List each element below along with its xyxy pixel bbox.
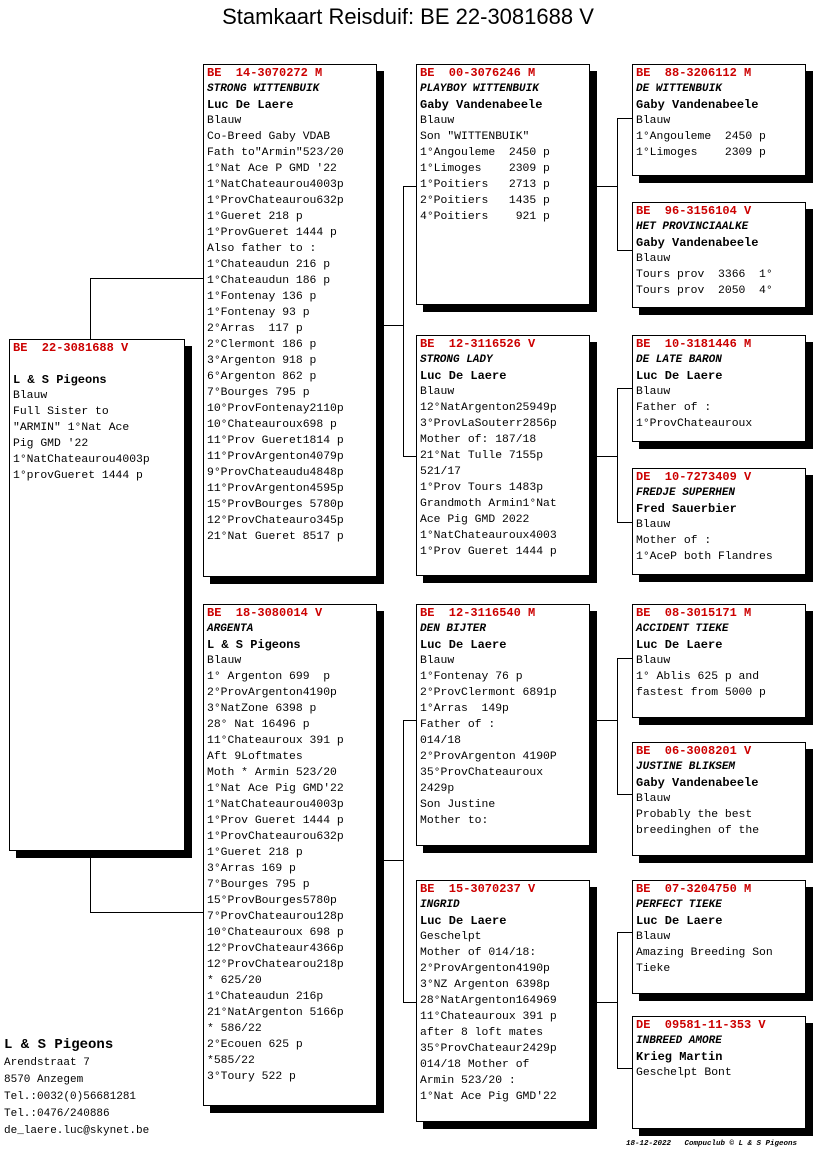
ring-number: BE 15-3070237 V	[420, 882, 536, 896]
pedigree-line: 2°ProvArgenton4190p	[420, 963, 550, 975]
pedigree-line: 1°Chateaudun 216 p	[207, 259, 331, 271]
pedigree-line: 4°Poitiers 921 p	[420, 211, 550, 223]
pedigree-line: 1°Prov Gueret 1444 p	[207, 815, 344, 827]
pedigree-line: 1°Fontenay 136 p	[207, 291, 317, 303]
pedigree-line: 1°Chateaudun 186 p	[207, 275, 331, 287]
pedigree-line: 12°ProvChateaur4366p	[207, 943, 344, 955]
connector	[403, 720, 417, 721]
pedigree-line: 1°Nat Ace Pig GMD'22	[420, 1091, 557, 1103]
pedigree-line: Probably the best	[636, 809, 753, 821]
pigeon-owner: Fred Sauerbier	[636, 502, 737, 516]
pedigree-line: 15°ProvBourges 5780p	[207, 499, 344, 511]
pedigree-line: "ARMIN" 1°Nat Ace	[13, 422, 130, 434]
pigeon-owner: Gaby Vandenabeele	[636, 236, 759, 250]
pedigree-line: Father of :	[636, 402, 712, 414]
connector	[597, 1002, 617, 1003]
pigeon-card-mfm[interactable]	[632, 742, 806, 856]
pedigree-line: 11°Prov Gueret1814 p	[207, 435, 344, 447]
pedigree-line: 014/18	[420, 735, 462, 747]
pedigree-line: Ace Pig GMD 2022	[420, 514, 530, 526]
pigeon-card-mother[interactable]	[203, 604, 377, 1106]
connector	[617, 388, 618, 522]
pedigree-line: 1°Prov Gueret 1444 p	[420, 546, 557, 558]
pedigree-line: 1° Argenton 699 p	[207, 671, 331, 683]
pedigree-line: 1°AceP both Flandres	[636, 551, 773, 563]
pigeon-name: STRONG LADY	[420, 354, 493, 366]
pedigree-line: 3°NatZone 6398 p	[207, 703, 317, 715]
pigeon-card-subject[interactable]	[9, 339, 185, 851]
pigeon-name: JUSTINE BLIKSEM	[636, 761, 736, 773]
pedigree-line: Aft 9Loftmates	[207, 751, 303, 763]
ring-number: BE 18-3080014 V	[207, 606, 323, 620]
pedigree-line: 12°NatArgenton25949p	[420, 402, 557, 414]
pigeon-name: HET PROVINCIAALKE	[636, 221, 749, 233]
pigeon-owner: Luc De Laere	[636, 369, 723, 383]
ring-number: BE 12-3116526 V	[420, 337, 536, 351]
pedigree-line: 1°Arras 149p	[420, 703, 509, 715]
pedigree-line: 1°Gueret 218 p	[207, 847, 303, 859]
connector	[617, 118, 632, 119]
pedigree-line: 1°Fontenay 76 p	[420, 671, 523, 683]
connector	[617, 1068, 632, 1069]
pigeon-owner: Gaby Vandenabeele	[636, 98, 759, 112]
connector	[617, 658, 632, 659]
pedigree-line: 1°Nat Ace Pig GMD'22	[207, 783, 344, 795]
pedigree-line: 3°ProvLaSouterr2856p	[420, 418, 557, 430]
pigeon-owner: L & S Pigeons	[13, 373, 107, 387]
ring-number: BE 06-3008201 V	[636, 744, 752, 758]
pedigree-line: Blauw	[207, 655, 242, 667]
pigeon-name: ARGENTA	[207, 623, 254, 635]
pedigree-line: 11°Chateauroux 391 p	[420, 1011, 557, 1023]
pedigree-line: 2°Clermont 186 p	[207, 339, 317, 351]
pedigree-line: Full Sister to	[13, 406, 109, 418]
pigeon-name: PLAYBOY WITTENBUIK	[420, 83, 539, 95]
connector	[617, 658, 618, 794]
pedigree-line: Tours prov 3366 1°	[636, 269, 773, 281]
pedigree-line: Tours prov 2050 4°	[636, 285, 773, 297]
connector	[617, 932, 618, 1068]
connector	[403, 1002, 417, 1003]
pigeon-card-ff[interactable]	[416, 64, 590, 305]
pigeon-owner: Luc De Laere	[636, 914, 723, 928]
breeder-name: L & S Pigeons	[4, 1037, 114, 1053]
pigeon-card-mmm[interactable]	[632, 1016, 806, 1129]
pedigree-line: 7°ProvChateaurou128p	[207, 911, 344, 923]
breeder-mobile: Tel.:0476/240886	[4, 1108, 110, 1120]
pedigree-line: 11°ProvArgenton4595p	[207, 483, 344, 495]
connector	[383, 860, 403, 861]
pigeon-card-mf[interactable]	[416, 604, 590, 846]
connector	[403, 720, 404, 1002]
pigeon-owner: Luc De Laere	[207, 98, 294, 112]
connector	[617, 118, 618, 250]
pedigree-line: 11°Chateauroux 391 p	[207, 735, 344, 747]
breeder-phone: Tel.:0032(0)56681281	[4, 1091, 137, 1103]
pedigree-line: 1°NatChateaurou4003p	[207, 799, 344, 811]
pedigree-line: 2°Arras 117 p	[207, 323, 303, 335]
pedigree-line: 1°NatChateaurou4003p	[207, 179, 344, 191]
pedigree-line: Blauw	[420, 655, 455, 667]
pedigree-line: 1°Angouleme 2450 p	[636, 131, 766, 143]
pedigree-line: 1°Chateaudun 216p	[207, 991, 324, 1003]
connector	[617, 388, 632, 389]
pedigree-line: 3°Toury 522 p	[207, 1071, 296, 1083]
pedigree-line: 1°Fontenay 93 p	[207, 307, 310, 319]
pedigree-line: 1°Angouleme 2450 p	[420, 147, 550, 159]
pedigree-line: Moth * Armin 523/20	[207, 767, 337, 779]
pedigree-line: Mother of: 187/18	[420, 434, 537, 446]
pedigree-line: Father of :	[420, 719, 496, 731]
pedigree-line: 1°Nat Ace P GMD '22	[207, 163, 337, 175]
ring-number: BE 88-3206112 M	[636, 66, 752, 80]
pedigree-line: 1°Limoges 2309 p	[420, 163, 550, 175]
pedigree-line: 3°Arras 169 p	[207, 863, 296, 875]
pedigree-line: Fath to"Armin"523/20	[207, 147, 344, 159]
connector	[617, 932, 632, 933]
pedigree-line: Blauw	[420, 115, 455, 127]
page-title: Stamkaart Reisduif: BE 22-3081688 V	[222, 4, 594, 29]
pedigree-line: Blauw	[636, 386, 671, 398]
pedigree-line: 1°Limoges 2309 p	[636, 147, 766, 159]
pedigree-line: 2°Ecouen 625 p	[207, 1039, 303, 1051]
pigeon-card-father[interactable]	[203, 64, 377, 577]
ring-number: BE 00-3076246 M	[420, 66, 536, 80]
pigeon-card-mm[interactable]	[416, 880, 590, 1122]
pedigree-line: 28° Nat 16496 p	[207, 719, 310, 731]
pedigree-line: 1°NatChateaurou4003p	[13, 454, 150, 466]
pedigree-line: Blauw	[420, 386, 455, 398]
pedigree-line: Blauw	[636, 253, 671, 265]
pigeon-card-fm[interactable]	[416, 335, 590, 576]
pedigree-line: Co-Breed Gaby VDAB	[207, 131, 331, 143]
pedigree-line: breedinghen of the	[636, 825, 760, 837]
footer-credit: 18-12-2022 Compuclub © L & S Pigeons	[626, 1140, 798, 1148]
pedigree-line: 2°ProvClermont 6891p	[420, 687, 557, 699]
pedigree-line: Grandmoth Armin1°Nat	[420, 498, 557, 510]
spacer	[13, 356, 181, 372]
pigeon-name: DE LATE BARON	[636, 354, 722, 366]
pedigree-line: Geschelpt Bont	[636, 1067, 732, 1079]
connector	[403, 186, 404, 456]
connector	[403, 456, 417, 457]
pigeon-card-fff[interactable]	[632, 64, 806, 176]
pedigree-line: * 625/20	[207, 975, 262, 987]
breeder-city: 8570 Anzegem	[4, 1074, 84, 1086]
pedigree-line: 014/18 Mother of	[420, 1059, 530, 1071]
connector	[617, 522, 632, 523]
connector	[90, 278, 91, 340]
pedigree-line: Geschelpt	[420, 931, 482, 943]
pigeon-name: ACCIDENT TIEKE	[636, 623, 729, 635]
pedigree-line: 1°ProvGueret 1444 p	[207, 227, 337, 239]
pedigree-line: 1° Ablis 625 p and	[636, 671, 760, 683]
pedigree-line: Also father to :	[207, 243, 317, 255]
connector	[597, 186, 617, 187]
pedigree-line: Blauw	[636, 655, 671, 667]
connector	[90, 912, 204, 913]
pedigree-line: 35°ProvChateauroux	[420, 767, 544, 779]
connector	[90, 278, 204, 279]
pedigree-line: 21°Nat Gueret 8517 p	[207, 531, 344, 543]
pigeon-card-mff[interactable]	[632, 604, 806, 718]
connector	[617, 794, 632, 795]
pigeon-card-ffm[interactable]	[632, 202, 806, 308]
pedigree-line: 10°Chateauroux 698 p	[207, 927, 344, 939]
pedigree-line: 1°provGueret 1444 p	[13, 470, 143, 482]
pigeon-owner: L & S Pigeons	[207, 638, 301, 652]
pedigree-line: 9°ProvChateaudu4848p	[207, 467, 344, 479]
pedigree-line: 12°ProvChateauro345p	[207, 515, 344, 527]
pedigree-line: 3°Argenton 918 p	[207, 355, 317, 367]
pedigree-line: Blauw	[636, 793, 671, 805]
pedigree-line: 7°Bourges 795 p	[207, 387, 310, 399]
pigeon-name: INBREED AMORE	[636, 1035, 722, 1047]
pedigree-line: fastest from 5000 p	[636, 687, 766, 699]
pedigree-line: 7°Bourges 795 p	[207, 879, 310, 891]
pedigree-line: 28°NatArgenton164969	[420, 995, 557, 1007]
pedigree-line: 21°Nat Tulle 7155p	[420, 450, 544, 462]
pedigree-line: Mother of :	[636, 535, 712, 547]
pigeon-card-fmf[interactable]	[632, 335, 806, 442]
pedigree-line: Pig GMD '22	[13, 438, 89, 450]
ring-number: BE 14-3070272 M	[207, 66, 323, 80]
pedigree-line: 1°ProvChateaurou632p	[207, 831, 344, 843]
pedigree-line: Son Justine	[420, 799, 496, 811]
breeder-email[interactable]: de_laere.luc@skynet.be	[4, 1125, 150, 1137]
pigeon-name: INGRID	[420, 899, 460, 911]
pedigree-line: Blauw	[636, 931, 671, 943]
pedigree-line: Son "WITTENBUIK"	[420, 131, 530, 143]
ring-number: BE 07-3204750 M	[636, 882, 752, 896]
pedigree-line: 1°Poitiers 2713 p	[420, 179, 550, 191]
pigeon-owner: Gaby Vandenabeele	[420, 98, 543, 112]
connector	[617, 250, 632, 251]
pedigree-line: Blauw	[13, 390, 48, 402]
pigeon-owner: Gaby Vandenabeele	[636, 776, 759, 790]
pigeon-name: PERFECT TIEKE	[636, 899, 722, 911]
pedigree-line: after 8 loft mates	[420, 1027, 544, 1039]
ring-number: BE 10-3181446 M	[636, 337, 752, 351]
pedigree-line: Tieke	[636, 963, 671, 975]
pedigree-line: 2°ProvArgenton4190p	[207, 687, 337, 699]
breeder-info	[4, 1035, 149, 1140]
ring-number: BE 96-3156104 V	[636, 204, 752, 218]
connector	[403, 186, 417, 187]
pedigree-line: 2°ProvArgenton 4190P	[420, 751, 557, 763]
ring-number: DE 10-7273409 V	[636, 470, 752, 484]
pedigree-line: Armin 523/20 :	[420, 1075, 516, 1087]
pedigree-line: 1°Prov Tours 1483p	[420, 482, 544, 494]
connector	[383, 325, 403, 326]
pigeon-name: DE WITTENBUIK	[636, 83, 722, 95]
pigeon-owner: Krieg Martin	[636, 1050, 723, 1064]
pigeon-card-fmm[interactable]	[632, 468, 806, 575]
pedigree-line: 521/17	[420, 466, 462, 478]
pedigree-line: Amazing Breeding Son	[636, 947, 773, 959]
ring-number: BE 12-3116540 M	[420, 606, 536, 620]
pedigree-line: 1°NatChateauroux4003	[420, 530, 557, 542]
pigeon-name: FREDJE SUPERHEN	[636, 487, 736, 499]
connector	[597, 720, 617, 721]
pedigree-line: 10°ProvFontenay2110p	[207, 403, 344, 415]
pedigree-line: 1°Gueret 218 p	[207, 211, 303, 223]
pedigree-line: Blauw	[636, 519, 671, 531]
pigeon-card-mmf[interactable]	[632, 880, 806, 994]
breeder-address: Arendstraat 7	[4, 1057, 90, 1069]
pedigree-line: Mother of 014/18:	[420, 947, 537, 959]
pigeon-name: STRONG WITTENBUIK	[207, 83, 320, 95]
pigeon-owner: Luc De Laere	[420, 638, 507, 652]
pedigree-line: Blauw	[207, 115, 242, 127]
pigeon-name: DEN BIJTER	[420, 623, 487, 635]
pedigree-line: Blauw	[636, 115, 671, 127]
pedigree-line: 2°Poitiers 1435 p	[420, 195, 550, 207]
pedigree-line: 1°ProvChateauroux	[636, 418, 753, 430]
connector	[597, 456, 617, 457]
ring-number: DE 09581-11-353 V	[636, 1018, 766, 1032]
pedigree-line: 11°ProvArgenton4079p	[207, 451, 344, 463]
ring-number: BE 22-3081688 V	[13, 341, 129, 355]
pedigree-line: 3°NZ Argenton 6398p	[420, 979, 550, 991]
pedigree-line: 12°ProvChatearou218p	[207, 959, 344, 971]
pedigree-line: * 586/22	[207, 1023, 262, 1035]
ring-number: BE 08-3015171 M	[636, 606, 752, 620]
pigeon-owner: Luc De Laere	[636, 638, 723, 652]
pigeon-owner: Luc De Laere	[420, 369, 507, 383]
pedigree-line: 15°ProvBourges5780p	[207, 895, 337, 907]
pedigree-line: *585/22	[207, 1055, 255, 1067]
pedigree-line: 6°Argenton 862 p	[207, 371, 317, 383]
pedigree-line: 10°Chateauroux698 p	[207, 419, 337, 431]
pedigree-line: 2429p	[420, 783, 455, 795]
pedigree-line: Mother to:	[420, 815, 489, 827]
pigeon-owner: Luc De Laere	[420, 914, 507, 928]
pedigree-line: 35°ProvChateaur2429p	[420, 1043, 557, 1055]
pedigree-line: 1°ProvChateaurou632p	[207, 195, 344, 207]
pedigree-line: 21°NatArgenton 5166p	[207, 1007, 344, 1019]
connector	[90, 850, 91, 912]
